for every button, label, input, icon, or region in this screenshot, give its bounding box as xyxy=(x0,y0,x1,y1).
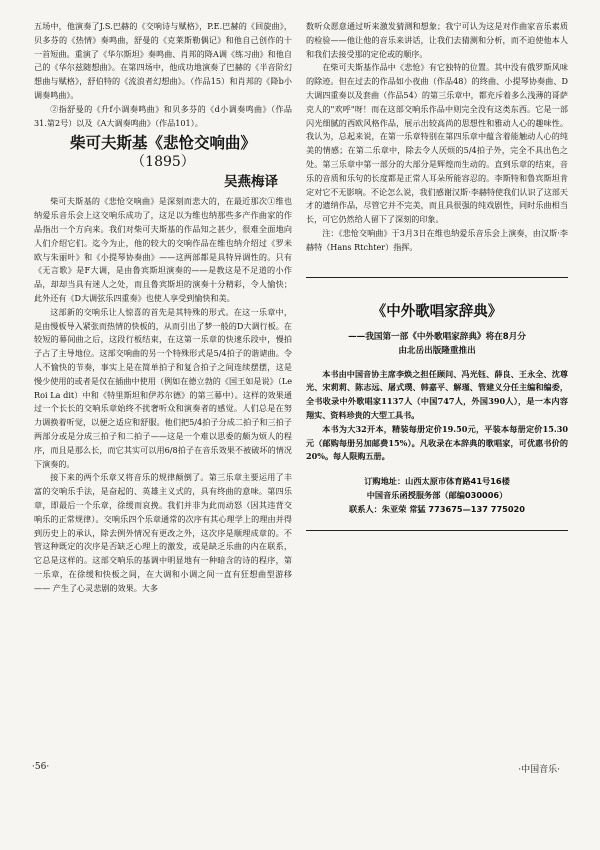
body-paragraph: 接下来的两个乐章又将音乐的规律颠倒了。第三乐章主要运用了丰富的交响乐手法，是奋起的、英雄主义式的，具有终曲的意味。第四乐章，即最后一个乐章，徐缓而哀挽。我们并非为此而动怒（因其违背交响乐的正常规律）。交响乐四个乐章通常的次序有其心理学上的理由并得到历史上的承认，除去例外情况有更改之外，这次序是顺理成章的。不管这种既定的次序是否缺乏心理上的激发，或是缺乏乐曲的内在联系，它总是这样的。这部交响乐的基调中明显地有一种暗含的诗的程序，第一乐章，在徐缓和快板之间，在大调和小调之间一直有狂想曲型游移—— 产生了心灵悲剧的效果。大多 xyxy=(34,472,292,593)
announcement-subtitle: ——我国第一部《中外歌唱家辞典》将在8月分 xyxy=(348,331,526,342)
article-note: 注：《悲怆交响曲》于3月3日在维也纳爱乐音乐会上演奏，由汉斯·李赫特（Hans Rtchter）指挥。 xyxy=(306,227,568,252)
footnote: ②指舒曼的《升f小调奏鸣曲》和贝多芬的《d小调奏鸣曲》（作品31.第2号）以及《A大调奏鸣曲》（作品101）。 xyxy=(34,103,292,128)
order-org: 中国音乐函授服务部（邮编030006） xyxy=(366,490,508,501)
right-column xyxy=(306,20,568,531)
body-paragraph: 柴可夫斯基的《悲怆交响曲》是深刻而悲大的，在最近那次①维也纳爱乐音乐会上这交响乐成功了，这足以为维也纳那些多产作曲家的作品指出一个方向来。我们对柴可夫斯基的作品知之甚少，很难全面地向人们介绍它们。迄今为止，他的较大的交响作品在维也纳介绍过《罗米欧与朱丽叶》和《小提琴协奏曲》——这两部都是具特异调性的。只有《无言歌》是F大调，是由鲁宾斯坦演奏的——是教这是不足道的小作品，却却当具有迷人之处，而且鲁宾斯坦的演奏十分精彩，令人愉快；此外还有《D大调弦乐四重奏》也使人享受到愉快和美。 xyxy=(34,196,292,303)
lead-paragraph: 五场中，他演奏了J.S.巴赫的《交响诗与赋格》，P.E.巴赫的《回旋曲》，贝多芬的《热情》奏鸣曲，舒曼的《克莱斯勒偶记》和他自己创作的十一首短曲。重演了《华尔斯坦》奏鸣曲、肖邦的降A调《练习曲》和他自己的《华尔兹随想曲》。在第四场中，他成功地演奏了巴赫的《半音阶幻想曲与赋格》，舒伯特的《流浪者幻想曲》。（作品15）和肖邦的《降b小调奏鸣曲》。 xyxy=(34,21,292,100)
announcement-paragraph: 本书由中国音协主席李焕之担任顾问、冯光钰、薛良、王永全、沈尊光、宋莉莉、陈志远、屠式璞、韩嘉平、解瑾、管建义分任主编和编委，全书收录中外歌唱家1137人（中国747人，外国390人），是一本内容翔实、资料珍贵的大型工具书。 xyxy=(306,368,568,420)
announcement-bottom-rule xyxy=(306,530,568,531)
article-author: 吴燕梅译 xyxy=(224,174,278,191)
continued-paragraph: 数听众愿意通过听来激发猜测和想象；我宁可认为这是对作曲家音乐素质的检验——他让他的音乐来讲话，让我们去猜测和分析，而不迫使他本人和我们去接受那的定伦或的顺序。 xyxy=(306,21,568,59)
announcement-title: 《中外歌唱家辞典》 xyxy=(371,303,503,320)
order-contact: 联系人：朱亚荣 常猛 773675—137 775020 xyxy=(349,504,525,515)
announcement-subtitle-2: 由北岳出版隆重推出 xyxy=(398,345,476,356)
magazine-name: ·中国音乐· xyxy=(518,765,560,775)
order-address: 订购地址：山西太原市体育路41号16楼 xyxy=(364,476,510,487)
body-paragraph: 这部新的交响乐让人惊喜的首先是其特殊的形式。在这一乐章中，是由慢板导入紧张而热情的快板的，从而引出了梦一般的D大调行板。在较短的幕间曲之后，这段行板结束，在这第一乐章的快速乐段中，慢拍子占了主导地位。这部交响曲的另一个特殊形式是5/4拍子的谐谑曲。令人不愉快的节奏，事实上是在简单拍子和复合拍子之间连续摆摆，这是慢少使用的或者是仅在插曲中使用（例如在德立勃的《国王如是说》（Le Roi La dit）中和《特里斯坦和伊苏尔德》的第三幕中）。这样的效果通过一个长长的交响乐章始终不扰奢听众和演奏者的感觉。人们总是在努力调换着听觉，以便之适应和舒服。他们把5/4拍子分成二拍子和三拍子两部分或是分成三拍子和二拍子——这是一个难以思委的颇为烦人的程序，而且是那么长，而它其实可以用6/8拍子在音乐效果不被破坏的情况下演奏的。 xyxy=(34,306,292,469)
announcement-top-rule xyxy=(306,277,568,278)
announcement-paragraph: 本书为大32开本，精装每册定价19.50元，平装本每册定价15.30元（邮购每册另加邮费15%）。凡收录在本辞典的歌唱家，可优惠书价的20%。每人限购五册。 xyxy=(306,423,568,462)
continued-paragraph: 在柴可夫斯基作品中《悲怆》有它独特的位置。其中没有俄罗斯风味的除迹。但在过去的作品如小夜曲（作品48）的终曲、小提琴协奏曲、D大调四重奏以及套曲（作品54）的第三乐章中，都充斥着多么浅薄的哥萨克人的"欢呼"呀！而在这部交响乐作品中则完全没有这类东西。它是一部闪光细腻的西欧风格作品，展示出较高尚的思想性和雅动人心的趣味性。我认为，总起来说，在第一乐章特别在第四乐章中蕴含着能触动人心的纯美的情感；在第二乐章中，除去令人厌烦的5/4拍子外，完全不具出色之处。第三乐章中第一部分的大部分是辉煌而生动的。直到乐章的结束，音乐的音质和乐句的长度都是正常人耳朵所能容忍的。李斯特和鲁宾斯坦肯定对它不无影响。不论怎么说，我们感谢汉斯·李赫特使我们认识了这部天才的遗纳作品，尽管它并不完美，而且具很强的纯戏剧性，同时乐曲相当长，可它仍然给人留下了深刻的印象。 xyxy=(306,62,568,225)
article-year: （1895） xyxy=(131,154,195,171)
article-title: 柴可夫斯基《悲怆交响曲》 xyxy=(69,134,256,153)
page-number: ·56· xyxy=(32,762,50,772)
left-column xyxy=(34,20,292,595)
